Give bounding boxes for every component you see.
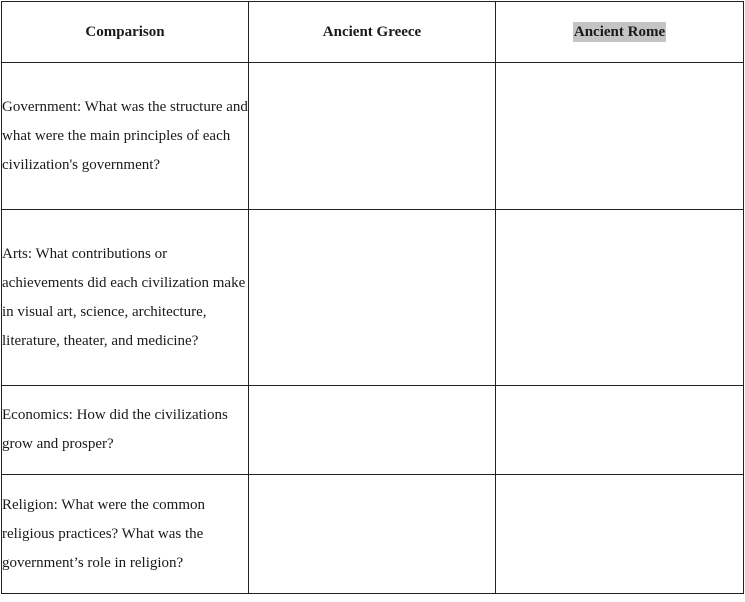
comparison-table	[1, 1, 744, 594]
question-cell-religion: Religion: What were the common religious practices? What was the government’s role in religion?	[2, 475, 249, 594]
answer-cell-rome-economics[interactable]	[496, 386, 744, 475]
answer-cell-greece-arts[interactable]	[249, 210, 496, 386]
answer-cell-rome-arts[interactable]	[496, 210, 744, 386]
table-row-government	[2, 63, 744, 210]
answer-cell-rome-government[interactable]	[496, 63, 744, 210]
header-row	[2, 2, 744, 63]
header-ancient-rome	[496, 2, 744, 63]
answer-cell-greece-economics[interactable]	[249, 386, 496, 475]
answer-cell-rome-religion[interactable]	[496, 475, 744, 594]
question-cell-government: Government: What was the structure and what were the main principles of each civilization's government?	[2, 63, 249, 210]
header-comparison	[2, 2, 249, 63]
table-row-arts	[2, 210, 744, 386]
question-cell-arts: Arts: What contributions or achievements did each civilization make in visual art, science, architecture, literature, theater, and medicine?	[2, 210, 249, 386]
answer-cell-greece-religion[interactable]	[249, 475, 496, 594]
table-row-economics	[2, 386, 744, 475]
header-ancient-greece	[249, 2, 496, 63]
answer-cell-greece-government[interactable]	[249, 63, 496, 210]
header-ancient-rome-label: Ancient Rome	[573, 23, 666, 40]
header-comparison-label: Comparison	[85, 23, 165, 40]
question-cell-economics: Economics: How did the civilizations grow and prosper?	[2, 386, 249, 475]
header-ancient-greece-label: Ancient Greece	[322, 23, 422, 40]
table-row-religion	[2, 475, 744, 594]
